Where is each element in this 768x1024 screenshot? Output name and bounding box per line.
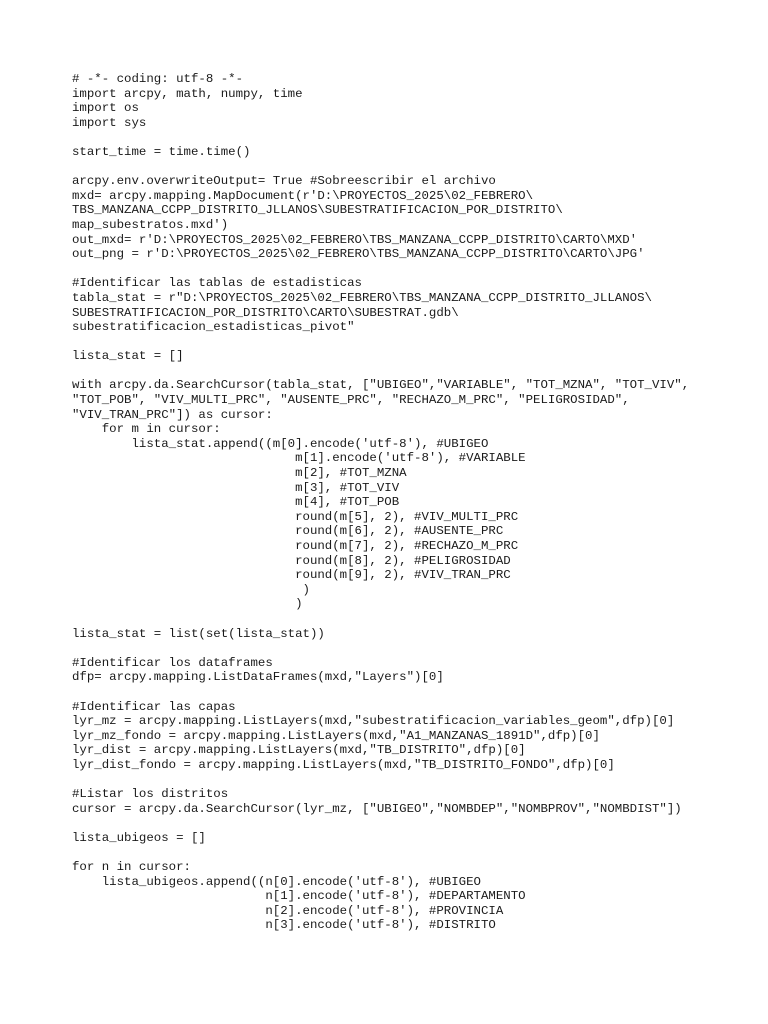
code-line: round(m[7], 2), #RECHAZO_M_PRC (72, 539, 519, 553)
code-line: for m in cursor: (72, 422, 221, 437)
code-line: m[4], #TOT_POB (72, 495, 400, 510)
code-line: arcpy.env.overwriteOutput= True #Sobreescribir el archivo (72, 174, 496, 189)
code-line: "TOT_POB", "VIV_MULTI_PRC", "AUSENTE_PRC", "RECHAZO_M_PRC", "PELIGROSIDAD", (72, 393, 630, 408)
code-line: lyr_mz_fondo = arcpy.mapping.ListLayers(mxd,"A1_MANZANAS_1891D",dfp)[0] (72, 728, 600, 743)
code-line: n[3].encode('utf-8'), #DISTRITO (72, 918, 496, 933)
code-line: tabla_stat = r"D:\PROYECTOS_2025\02_FEBRERO\TBS_MANZANA_CCPP_DISTRITO_JLLANOS\ (72, 290, 652, 305)
code-line: ) (72, 597, 303, 612)
code-line: n[2].encode('utf-8'), #PROVINCIA (72, 903, 504, 918)
code-line: ) (72, 582, 310, 597)
code-line (72, 160, 762, 175)
code-line: out_mxd= r'D:\PROYECTOS_2025\02_FEBRERO\TBS_MANZANA_CCPP_DISTRITO\CARTO\MXD' (72, 232, 638, 247)
code-line (72, 685, 762, 700)
code-line: lyr_dist = arcpy.mapping.ListLayers(mxd,"TB_DISTRITO",dfp)[0] (72, 743, 526, 758)
code-line: SUBESTRATIFICACION_POR_DISTRITO\CARTO\SUBESTRAT.gdb\ (72, 305, 459, 320)
code-line: lyr_mz = arcpy.mapping.ListLayers(mxd,"subestratificacion_variables_geom",dfp)[0] (72, 714, 675, 729)
code-line: #Identificar las capas (72, 699, 236, 714)
code-line: lyr_dist_fondo = arcpy.mapping.ListLayers(mxd,"TB_DISTRITO_FONDO",dfp)[0] (72, 757, 615, 772)
code-line: n[1].encode('utf-8'), #DEPARTAMENTO (72, 889, 526, 904)
code-line: #Listar los distritos (72, 787, 229, 802)
code-line: import os (72, 101, 139, 116)
code-line (72, 641, 762, 656)
code-block (72, 72, 762, 933)
code-line: with arcpy.da.SearchCursor(tabla_stat, ["UBIGEO","VARIABLE", "TOT_MZNA", "TOT_VIV", (72, 378, 690, 393)
code-line (72, 612, 762, 627)
code-line (72, 845, 762, 860)
code-line: m[2], #TOT_MZNA (72, 466, 407, 481)
code-line: lista_stat = list(set(lista_stat)) (72, 626, 325, 641)
code-line: round(m[6], 2), #AUSENTE_PRC (72, 524, 504, 539)
code-line: start_time = time.time() (72, 144, 251, 159)
code-line: #Identificar las tablas de estadisticas (72, 276, 362, 291)
code-line: "VIV_TRAN_PRC"]) as cursor: (72, 407, 273, 422)
code-line: lista_stat = [] (72, 349, 184, 364)
code-line (72, 816, 762, 831)
code-line (72, 364, 762, 379)
code-line: subestratificacion_estadisticas_pivot" (72, 320, 355, 335)
code-line: lista_stat.append((m[0].encode('utf-8'), #UBIGEO (72, 436, 489, 451)
code-line: m[3], #TOT_VIV (72, 480, 400, 495)
code-line (72, 130, 762, 145)
code-line: lista_ubigeos.append((n[0].encode('utf-8'), #UBIGEO (72, 874, 481, 889)
code-line: mxd= arcpy.mapping.MapDocument(r'D:\PROYECTOS_2025\02_FEBRERO\ (72, 188, 534, 203)
code-line: import sys (72, 115, 147, 130)
code-line: round(m[5], 2), #VIV_MULTI_PRC (72, 509, 519, 524)
code-line: for n in cursor: (72, 860, 191, 875)
code-line: lista_ubigeos = [] (72, 830, 206, 845)
code-line (72, 773, 762, 788)
code-line: # -*- coding: utf-8 -*- (72, 72, 244, 86)
code-line (72, 335, 762, 350)
code-line: import arcpy, math, numpy, time (72, 86, 303, 101)
code-line: out_png = r'D:\PROYECTOS_2025\02_FEBRERO\TBS_MANZANA_CCPP_DISTRITO\CARTO\JPG' (72, 247, 645, 262)
code-line: map_subestratos.mxd') (72, 217, 229, 232)
code-line: round(m[8], 2), #PELIGROSIDAD (72, 553, 511, 568)
code-line (72, 262, 762, 277)
code-line: round(m[9], 2), #VIV_TRAN_PRC (72, 568, 511, 583)
code-line: #Identificar los dataframes (72, 655, 273, 670)
code-line: TBS_MANZANA_CCPP_DISTRITO_JLLANOS\SUBESTRATIFICACION_POR_DISTRITO\ (72, 203, 563, 218)
code-line: dfp= arcpy.mapping.ListDataFrames(mxd,"Layers")[0] (72, 670, 444, 685)
code-line: m[1].encode('utf-8'), #VARIABLE (72, 451, 526, 466)
code-line: cursor = arcpy.da.SearchCursor(lyr_mz, ["UBIGEO","NOMBDEP","NOMBPROV","NOMBDIST"]) (72, 801, 682, 816)
